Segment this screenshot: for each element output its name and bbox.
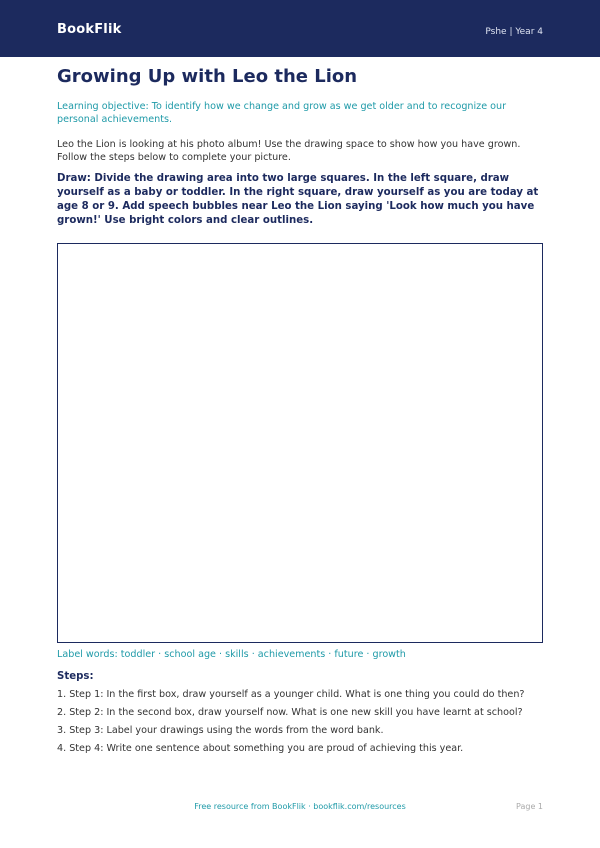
step-item: 1. Step 1: In the first box, draw yourself as a younger child. What is one thing you could do then? — [57, 689, 525, 700]
steps-heading: Steps: — [57, 671, 94, 682]
steps-list — [57, 688, 543, 760]
page-number: Page 1 — [516, 802, 543, 811]
header-bar — [0, 0, 600, 57]
step-item: 3. Step 3: Label your drawings using the words from the word bank. — [57, 725, 384, 736]
draw-instruction: Draw: Divide the drawing area into two large squares. In the left square, draw yourself as a baby or toddler. In the right square, draw yourself as you are today at age 8 or 9. Add speech bubbles near Leo the Lion saying 'Look how much you have grown!' Use bright colors and clear outlines. — [57, 173, 539, 226]
subject-year-label: Pshe | Year 4 — [485, 27, 543, 37]
brand-logo-text[interactable]: BookFlik — [57, 22, 122, 37]
step-item: 4. Step 4: Write one sentence about something you are proud of achieving this year. — [57, 743, 464, 754]
label-words-bank: Label words: toddler · school age · skills · achievements · future · growth — [57, 649, 406, 660]
learning-objective: Learning objective: To identify how we change and grow as we get older and to recognize our personal achievements. — [57, 101, 507, 125]
page-title: Growing Up with Leo the Lion — [57, 66, 358, 87]
step-item: 2. Step 2: In the second box, draw yourself now. What is one new skill you have learnt at school? — [57, 707, 523, 718]
intro-text: Leo the Lion is looking at his photo album! Use the drawing space to show how you have grown. Follow the steps below to complete your picture. — [57, 139, 521, 163]
footer-resource-link[interactable]: Free resource from BookFlik · bookflik.com/resources — [194, 802, 406, 811]
drawing-area[interactable] — [57, 243, 543, 643]
